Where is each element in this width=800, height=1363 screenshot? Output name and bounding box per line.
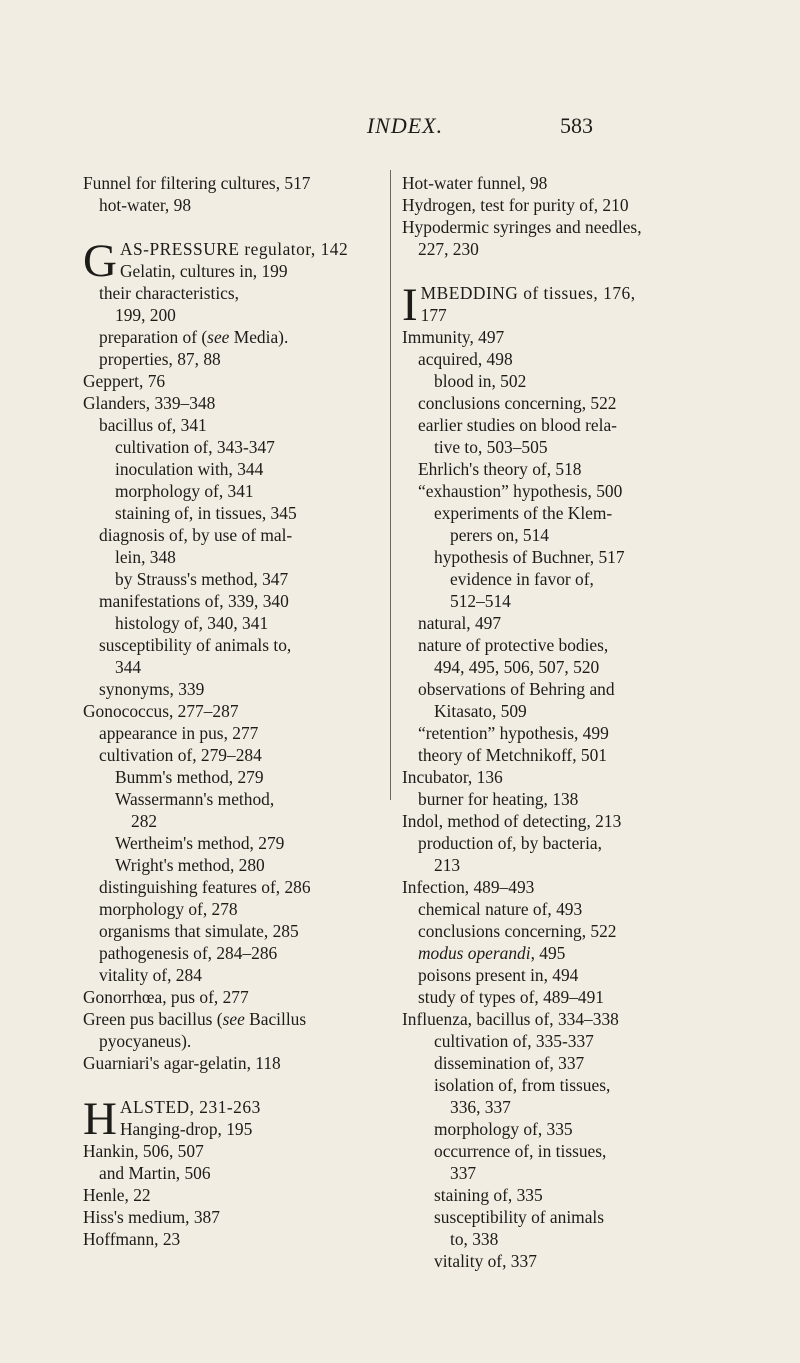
drop-cap-g: G [83,235,117,287]
index-entry: Immunity, 497 [402,327,505,347]
index-entry: Green pus bacillus (see Bacillus [83,1009,307,1029]
index-entry: inoculation with, 344 [115,459,264,479]
index-entry: acquired, 498 [418,349,513,369]
section-g [83,235,383,1074]
index-entry: Wertheim's method, 279 [115,833,285,853]
h-block [402,172,702,260]
index-entry: 512–514 [450,591,511,611]
index-entry: occurrence of, in tissues, [434,1141,607,1161]
index-entry: manifestations of, 339, 340 [99,591,289,611]
index-entry: 336, 337 [450,1097,511,1117]
section-g-entries [83,282,383,1074]
index-entry: evidence in favor of, [450,569,594,589]
index-entry: natural, 497 [418,613,502,633]
index-entry: earlier studies on blood rela- [418,415,617,435]
index-entry: Hydrogen, test for purity of, 210 [402,195,629,215]
section-i-second-line: 177 [420,305,447,325]
index-entry: dissemination of, 337 [434,1053,585,1073]
index-entry: hypothesis of Buchner, 517 [434,547,625,567]
f-block [83,172,383,216]
index-entry: Hypodermic syringes and needles, [402,217,642,237]
index-entry: Hiss's medium, 387 [83,1207,220,1227]
left-column [83,172,383,1250]
index-entry: and Martin, 506 [99,1163,211,1183]
index-entry: burner for heating, 138 [418,789,579,809]
running-head: INDEX. [366,113,444,138]
index-entry: study of types of, 489–491 [418,987,604,1007]
index-entry: bacillus of, 341 [99,415,207,435]
section-g-first-line: AS-PRESSURE regulator, 142 [119,239,349,259]
index-entry: by Strauss's method, 347 [115,569,289,589]
index-entry: Influenza, bacillus of, 334–338 [402,1009,619,1029]
index-entry: histology of, 340, 341 [115,613,269,633]
drop-cap-h: H [83,1093,117,1145]
index-entry: Infection, 489–493 [402,877,535,897]
index-entry: modus operandi, 495 [418,943,566,963]
section-h-first-line: ALSTED, 231-263 [119,1097,261,1117]
index-entry: Hot-water funnel, 98 [402,173,548,193]
page-number: 583 [560,113,593,138]
index-entry: 213 [434,855,461,875]
index-entry: morphology of, 341 [115,481,254,501]
index-entry: their characteristics, [99,283,240,303]
index-entry: staining of, in tissues, 345 [115,503,297,523]
index-entry: pathogenesis of, 284–286 [99,943,278,963]
index-entry: Henle, 22 [83,1185,151,1205]
section-i [402,279,702,1272]
index-entry: vitality of, 284 [99,965,202,985]
index-entry: Wassermann's method, [115,789,275,809]
index-entry: “exhaustion” hypothesis, 500 [418,481,623,501]
section-g-second-line: Gelatin, cultures in, 199 [119,261,288,281]
index-entry: cultivation of, 335-337 [434,1031,594,1051]
index-entry: synonyms, 339 [99,679,205,699]
index-entry: poisons present in, 494 [418,965,579,985]
index-entry: production of, by bacteria, [418,833,602,853]
index-entry: Wright's method, 280 [115,855,265,875]
index-entry: Incubator, 136 [402,767,503,787]
index-entry: nature of protective bodies, [418,635,609,655]
right-column [402,172,702,1272]
index-entry: cultivation of, 279–284 [99,745,262,765]
index-entry: 199, 200 [115,305,176,325]
index-entry: tive to, 503–505 [434,437,548,457]
index-entry: observations of Behring and [418,679,615,699]
index-entry: Indol, method of detecting, 213 [402,811,622,831]
index-entry: organisms that simulate, 285 [99,921,299,941]
index-entry: hot-water, 98 [99,195,192,215]
index-entry: pyocyaneus). [99,1031,192,1051]
index-entry: appearance in pus, 277 [99,723,259,743]
index-entry: diagnosis of, by use of mal- [99,525,293,545]
index-entry: Glanders, 339–348 [83,393,216,413]
index-entry: experiments of the Klem- [434,503,613,523]
index-entry: isolation of, from tissues, [434,1075,611,1095]
index-entry: Gonococcus, 277–287 [83,701,239,721]
index-entry: to, 338 [450,1229,499,1249]
index-entry: Hankin, 506, 507 [83,1141,204,1161]
index-entry: properties, 87, 88 [99,349,221,369]
index-entry: blood in, 502 [434,371,527,391]
index-entry: distinguishing features of, 286 [99,877,311,897]
index-entry: Gonorrhœa, pus of, 277 [83,987,249,1007]
index-entry: “retention” hypothesis, 499 [418,723,609,743]
index-entry: staining of, 335 [434,1185,543,1205]
index-entry: Kitasato, 509 [434,701,527,721]
index-entry: Bumm's method, 279 [115,767,264,787]
section-h-entries [83,1140,383,1250]
index-entry: 494, 495, 506, 507, 520 [434,657,600,677]
index-entry: perers on, 514 [450,525,550,545]
index-entry: Geppert, 76 [83,371,166,391]
index-entry: susceptibility of animals [434,1207,605,1227]
section-h [83,1093,383,1250]
index-entry: Hoffmann, 23 [83,1229,181,1249]
index-entry: chemical nature of, 493 [418,899,583,919]
index-entry: morphology of, 278 [99,899,238,919]
index-entry: 227, 230 [418,239,479,259]
section-h-second-line: Hanging-drop, 195 [119,1119,253,1139]
section-i-entries [402,326,702,1272]
index-entry: cultivation of, 343-347 [115,437,275,457]
drop-cap-i: I [402,279,418,331]
column-divider [390,170,391,800]
index-entry: Funnel for filtering cultures, 517 [83,173,311,193]
index-entry: susceptibility of animals to, [99,635,292,655]
index-entry: conclusions concerning, 522 [418,393,617,413]
index-entry: Ehrlich's theory of, 518 [418,459,582,479]
index-entry: Guarniari's agar-gelatin, 118 [83,1053,281,1073]
index-entry: conclusions concerning, 522 [418,921,617,941]
section-i-first-line: MBEDDING of tissues, 176, [420,283,636,303]
index-entry: 344 [115,657,142,677]
index-entry: preparation of (see Media). [99,327,289,347]
index-entry: 337 [450,1163,477,1183]
index-entry: vitality of, 337 [434,1251,537,1271]
index-entry: 282 [131,811,158,831]
index-entry: lein, 348 [115,547,176,567]
index-entry: theory of Metchnikoff, 501 [418,745,608,765]
index-entry: morphology of, 335 [434,1119,573,1139]
